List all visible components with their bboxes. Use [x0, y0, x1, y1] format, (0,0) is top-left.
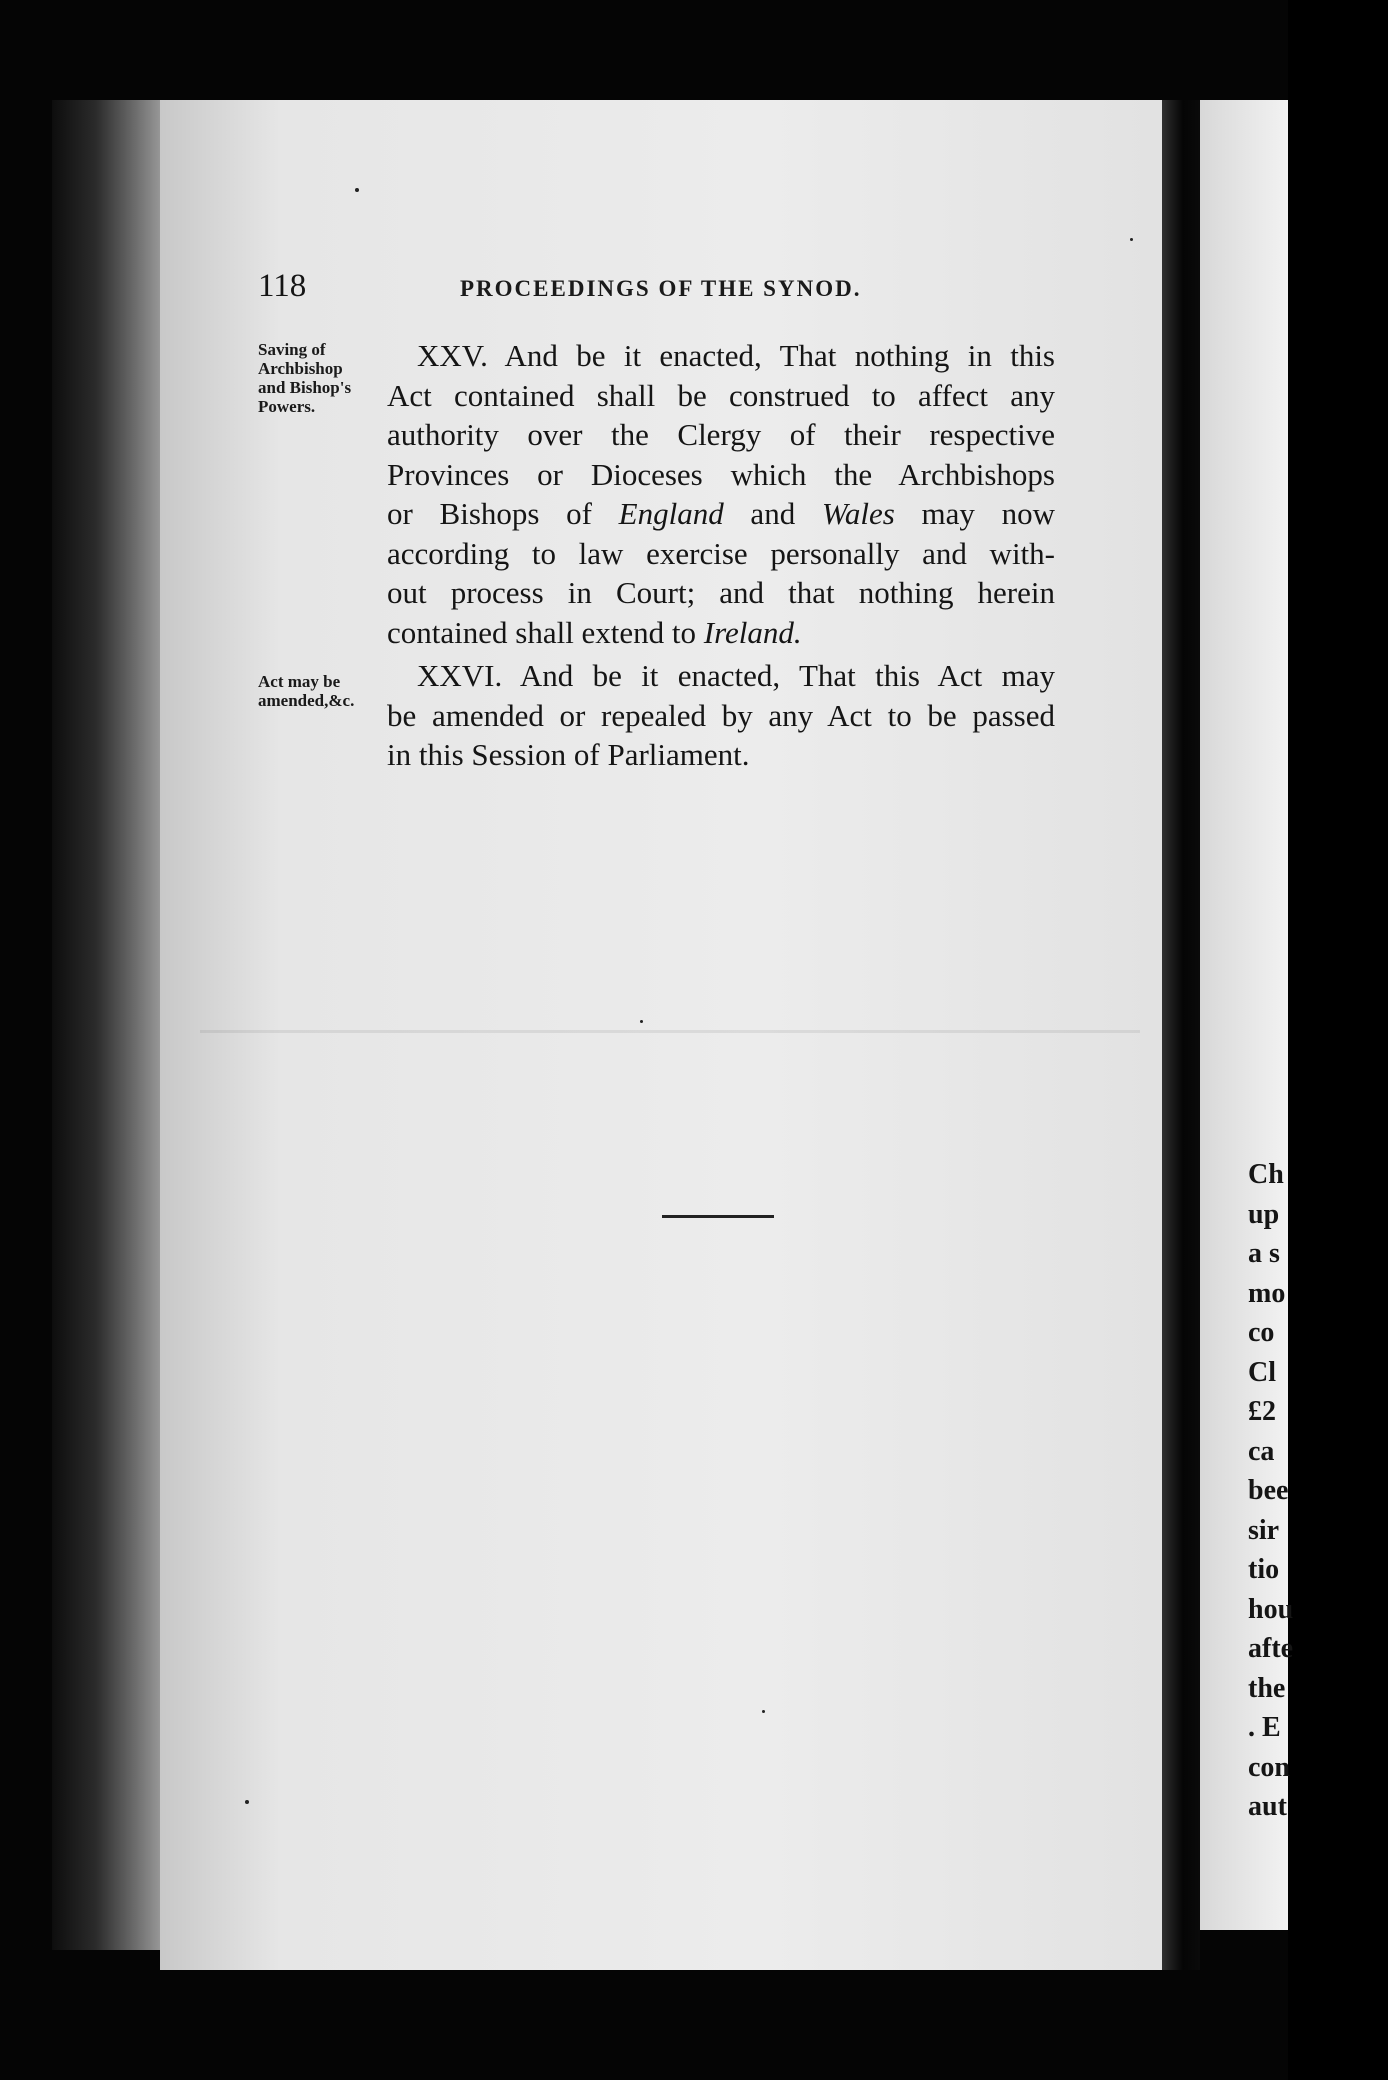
- facing-page-fragment: tio: [1248, 1554, 1280, 1585]
- speck: [355, 188, 359, 192]
- section-line: in this Session of Parliament.: [387, 737, 750, 772]
- section-line: be amended or repealed by any Act to be passed: [387, 697, 1055, 733]
- section-line: out process in Court; and that nothing herein: [387, 575, 1055, 610]
- section-line: or Bishops of England and Wales may now: [387, 496, 1055, 531]
- sidenote-line: Saving of: [258, 340, 326, 359]
- facing-page-fragment: . E: [1248, 1712, 1281, 1743]
- section-line: contained shall extend to Ireland.: [387, 614, 802, 650]
- facing-page-fragment: Ch: [1248, 1159, 1284, 1190]
- sidenote-act-amended: [258, 672, 378, 710]
- facing-page-text: [1248, 1155, 1388, 1827]
- facing-page-fragment: mo: [1248, 1277, 1286, 1309]
- sidenote-line: amended,&c.: [258, 691, 355, 710]
- facing-page-fragment: up: [1248, 1198, 1280, 1230]
- speck: [245, 1800, 249, 1804]
- facing-page-fragment: co: [1248, 1317, 1275, 1348]
- sidenote-line: Archbishop: [258, 359, 343, 378]
- section-xxvi: [387, 656, 1055, 775]
- facing-page-fragment: bee: [1248, 1475, 1289, 1506]
- facing-page-fragment: the: [1248, 1672, 1286, 1704]
- facing-page-fragment: £2: [1248, 1396, 1276, 1427]
- facing-page-fragment: hou: [1248, 1593, 1294, 1625]
- facing-page-fragment: ca: [1248, 1435, 1275, 1467]
- speck: [640, 1020, 643, 1023]
- sidenote-line: and Bishop's: [258, 378, 352, 397]
- facing-page-fragment: afte: [1248, 1633, 1294, 1664]
- facing-page-fragment: a s: [1248, 1238, 1280, 1269]
- section-line: Act contained shall be construed to affect any: [387, 377, 1055, 413]
- book-spine: [52, 100, 162, 1950]
- section-line: authority over the Clergy of their respective: [387, 417, 1055, 452]
- running-head: PROCEEDINGS OF THE SYNOD.: [460, 276, 862, 301]
- bleed-through-line: [200, 1030, 1140, 1033]
- speck: [762, 1710, 765, 1713]
- facing-page-fragment: con: [1248, 1751, 1290, 1783]
- facing-page-fragment: aut: [1248, 1791, 1287, 1822]
- section-xxv: [387, 336, 1055, 652]
- page-number: 118: [258, 268, 307, 304]
- facing-page-fragment: sir: [1248, 1514, 1280, 1546]
- facing-page-fragment: Cl: [1248, 1356, 1276, 1388]
- sidenote-saving-powers: [258, 340, 373, 416]
- section-line: XXV. And be it enacted, That nothing in this: [417, 338, 1055, 373]
- sidenote-line: Powers.: [258, 397, 316, 416]
- section-line: Provinces or Dioceses which the Archbishops: [387, 456, 1055, 492]
- speck: [1130, 238, 1133, 241]
- section-line: XXVI. And be it enacted, That this Act may: [417, 658, 1055, 693]
- facing-page: [1200, 100, 1294, 1930]
- section-line: according to law exercise personally and with-: [387, 535, 1055, 571]
- end-rule: [662, 1215, 774, 1218]
- sidenote-line: Act may be: [258, 672, 341, 691]
- page-gutter: [1162, 100, 1200, 1970]
- page-header: [258, 268, 1068, 308]
